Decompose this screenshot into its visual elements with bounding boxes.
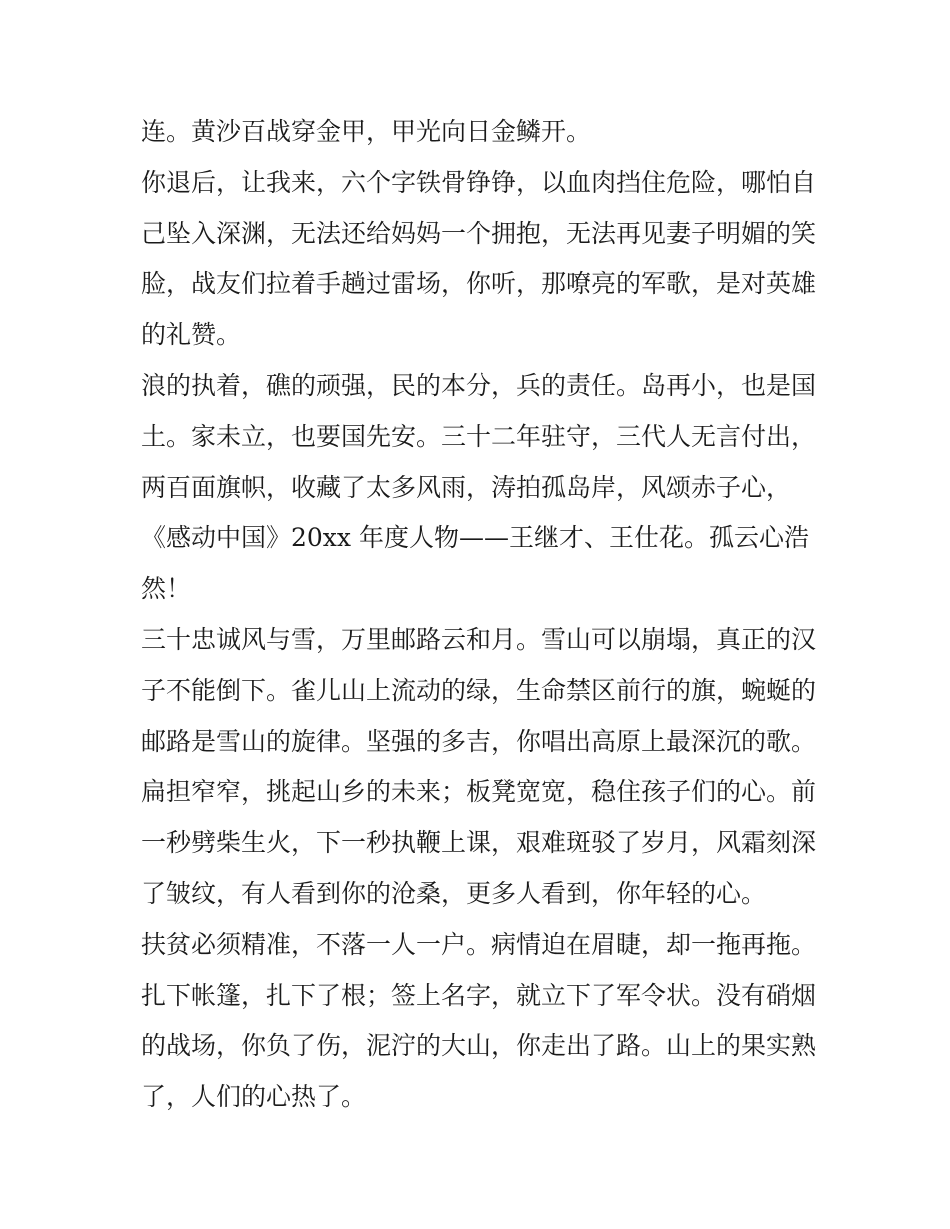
text-line: 《感动中国》20xx 年度人物——王继才、王仕花。孤云心浩 [141, 523, 809, 553]
text-line: 了皱纹，有人看到你的沧桑，更多人看到，你年轻的心。 [141, 878, 767, 908]
text-line: 了，人们的心热了。 [141, 1082, 367, 1112]
text-line: 一秒劈柴生火，下一秒执鞭上课，艰难斑驳了岁月，风霜刻深 [141, 828, 817, 858]
text-line: 扎下帐篷，扎下了根；签上名字，就立下了军令状。没有硝烟 [141, 980, 817, 1010]
text-line: 子不能倒下。雀儿山上流动的绿，生命禁区前行的旗，蜿蜒的 [141, 675, 817, 705]
text-line: 扁担窄窄，挑起山乡的未来；板凳宽宽，稳住孩子们的心。前 [141, 777, 817, 807]
text-line: 浪的执着，礁的顽强，民的本分，兵的责任。岛再小，也是国 [141, 370, 817, 400]
text-line: 脸，战友们拉着手趟过雷场，你听，那嘹亮的军歌，是对英雄 [141, 269, 817, 299]
text-line: 邮路是雪山的旋律。坚强的多吉，你唱出高原上最深沉的歌。 [141, 726, 817, 756]
text-line: 然！ [141, 574, 192, 604]
text-line: 土。家未立，也要国先安。三十二年驻守，三代人无言付出， [141, 421, 817, 451]
text-line: 的战场，你负了伤，泥泞的大山，你走出了路。山上的果实熟 [141, 1031, 817, 1061]
text-line: 的礼赞。 [141, 320, 242, 350]
text-line: 三十忠诚风与雪，万里邮路云和月。雪山可以崩塌，真正的汉 [141, 624, 817, 654]
text-line: 扶贫必须精准，不落一人一户。病情迫在眉睫，却一拖再拖。 [141, 929, 817, 959]
text-line: 你退后，让我来，六个字铁骨铮铮，以血肉挡住危险，哪怕自 [141, 167, 817, 197]
text-line: 连。黄沙百战穿金甲，甲光向日金鳞开。 [141, 117, 592, 146]
document-body [141, 107, 821, 1123]
text-line: 己坠入深渊，无法还给妈妈一个拥抱，无法再见妻子明媚的笑 [141, 218, 817, 248]
text-line: 两百面旗帜，收藏了太多风雨，涛拍孤岛岸，风颂赤子心， [141, 472, 792, 502]
